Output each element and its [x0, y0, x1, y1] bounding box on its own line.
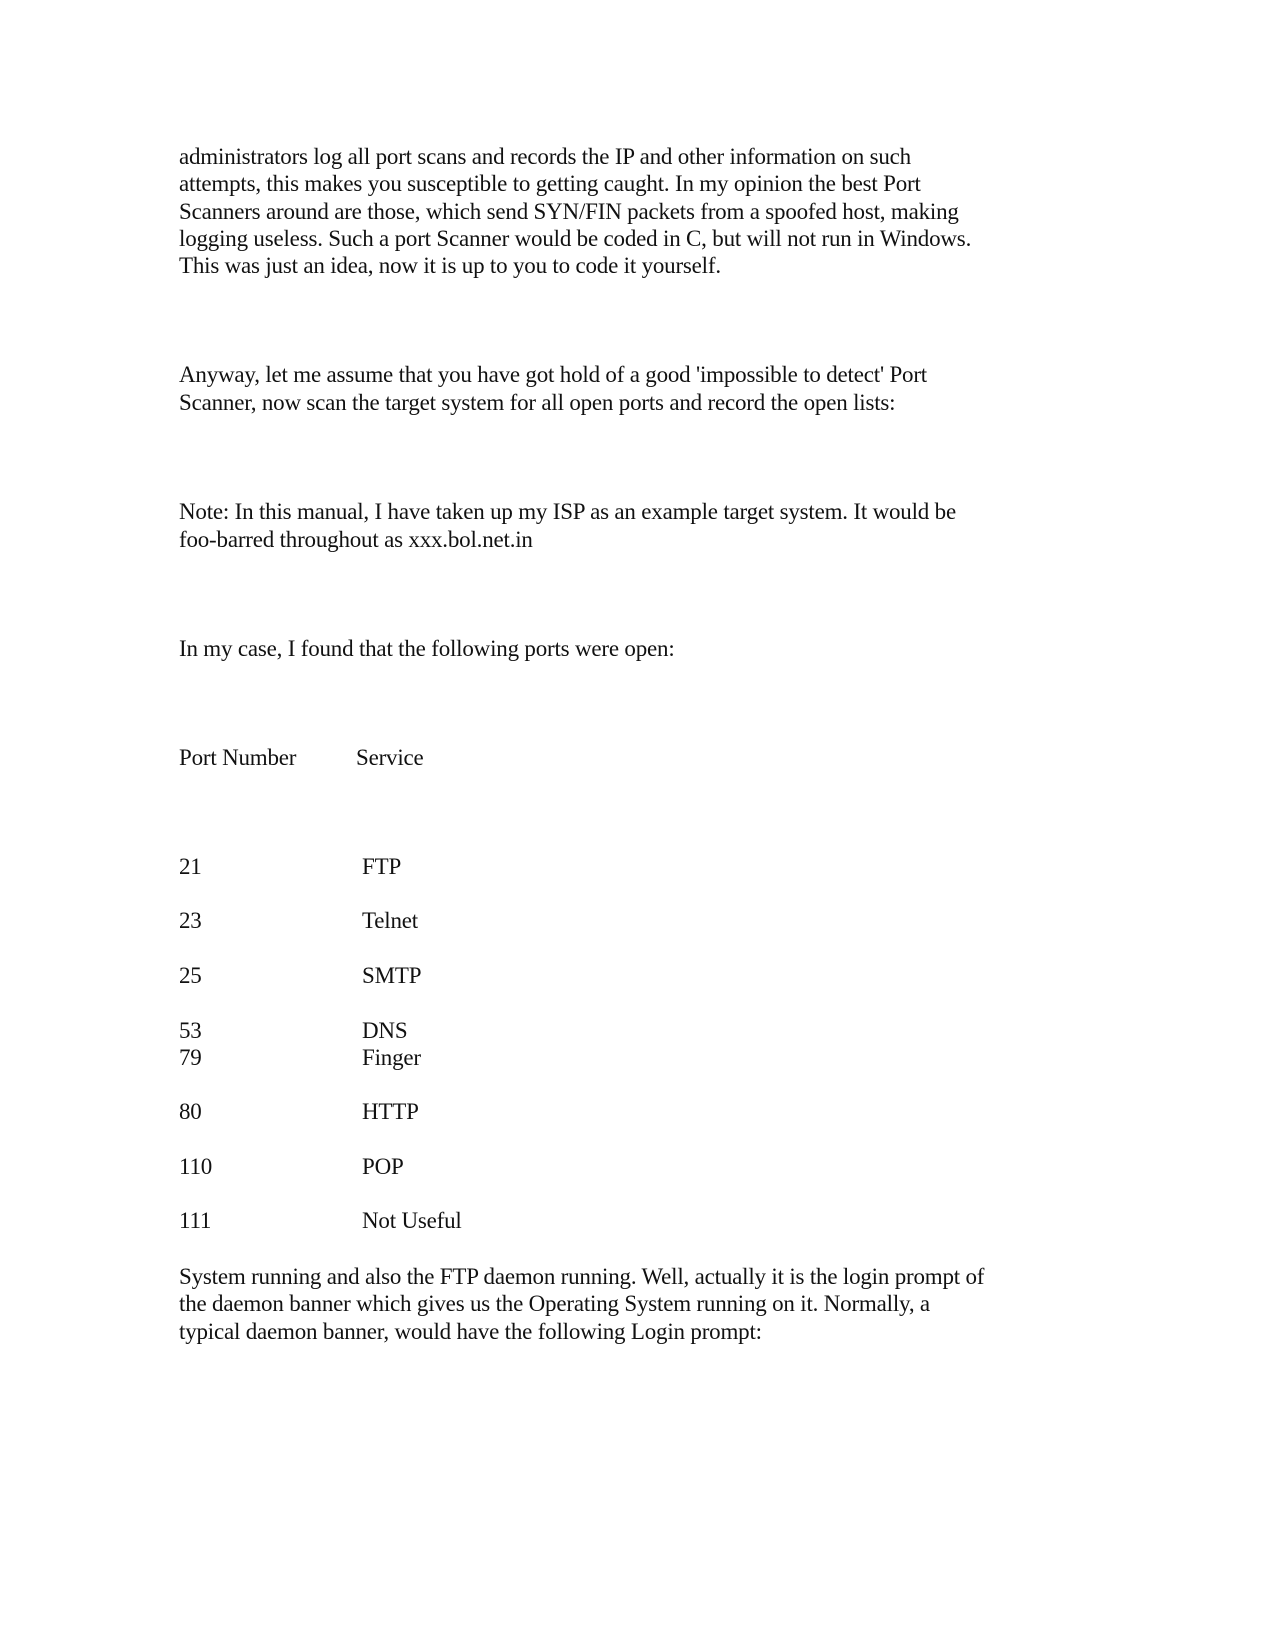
service-name: FTP: [362, 854, 402, 879]
text-line: Anyway, let me assume that you have got hold of a good 'impossible to detect' Port: [179, 362, 927, 387]
text-line: typical daemon banner, would have the following Login prompt:: [179, 1319, 762, 1344]
port-number: 25: [179, 963, 202, 988]
text-line: administrators log all port scans and records the IP and other information on such: [179, 144, 911, 169]
service-name: Telnet: [362, 908, 418, 933]
port-number: 21: [179, 854, 202, 879]
service-name: Not Useful: [362, 1208, 462, 1233]
port-number: 53: [179, 1018, 202, 1043]
text-line: Scanner, now scan the target system for all open ports and record the open lists:: [179, 390, 896, 415]
column-header-service: Service: [356, 745, 424, 770]
text-line: attempts, this makes you susceptible to getting caught. In my opinion the best Port: [179, 171, 921, 196]
port-number: 79: [179, 1045, 202, 1070]
service-name: SMTP: [362, 963, 422, 988]
port-number: 23: [179, 908, 202, 933]
text-line: Note: In this manual, I have taken up my ISP as an example target system. It would be: [179, 499, 956, 524]
text-line: logging useless. Such a port Scanner would be coded in C, but will not run in Windows.: [179, 226, 972, 251]
port-number: 111: [179, 1208, 212, 1233]
service-name: HTTP: [362, 1099, 419, 1124]
text-line: the daemon banner which gives us the Operating System running on it. Normally, a: [179, 1291, 930, 1316]
service-name: DNS: [362, 1018, 408, 1043]
text-line: Scanners around are those, which send SYN/FIN packets from a spoofed host, making: [179, 199, 959, 224]
text-line: foo-barred throughout as xxx.bol.net.in: [179, 527, 533, 552]
port-number: 110: [179, 1154, 213, 1179]
column-header-port-number: Port Number: [179, 745, 297, 770]
text-line: In my case, I found that the following ports were open:: [179, 636, 675, 661]
text-line: This was just an idea, now it is up to you to code it yourself.: [179, 253, 721, 278]
port-number: 80: [179, 1099, 202, 1124]
service-name: Finger: [362, 1045, 421, 1070]
service-name: POP: [362, 1154, 404, 1179]
text-line: System running and also the FTP daemon running. Well, actually it is the login prompt of: [179, 1264, 985, 1289]
